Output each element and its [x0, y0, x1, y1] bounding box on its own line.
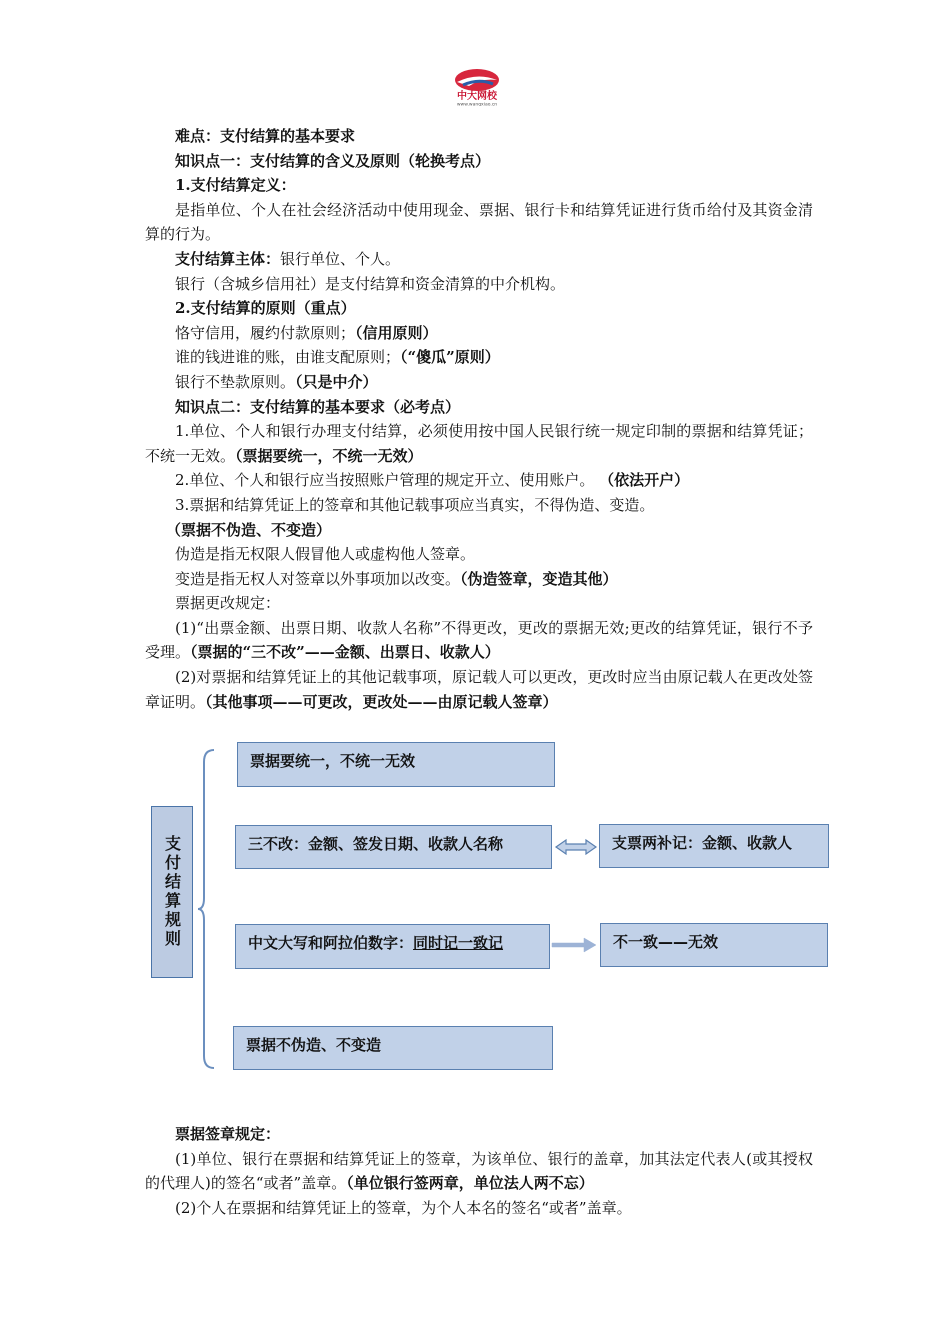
req-1-text: 1.单位、个人和银行办理支付结算，必须使用按中国人民银行统一规定印制的票据和结算凭证；不统一无效。: [145, 422, 813, 465]
req-2: [145, 468, 813, 493]
signature-rule-2: (2)个人在票据和结算凭证上的签章，为个人本名的签名“或者”盖章。: [175, 1198, 632, 1217]
principle-1: [145, 321, 813, 346]
diagram-root-label: 支付结算规则: [162, 835, 182, 949]
req-2-text: 2.单位、个人和银行应当按照账户管理的规定开立、使用账户。: [175, 471, 600, 490]
title-difficulty: 难点：支付结算的基本要求: [175, 127, 356, 145]
principle-2-text: 谁的钱进谁的账，由谁支配原则；: [175, 348, 401, 367]
right-arrow-icon: [552, 938, 596, 952]
double-arrow-icon: [556, 840, 596, 854]
alteration-text: 变造是指无权人对签章以外事项加以改变。: [175, 569, 461, 588]
label-subject: 支付结算主体：: [175, 249, 281, 268]
principle-2-note: （“傻瓜”原则）: [400, 348, 500, 367]
logo-url: www.wangxiao.cn: [456, 102, 498, 106]
req-3: 3.票据和结算凭证上的签章和其他记载事项应当真实，不得伪造、变造。: [175, 495, 655, 514]
para-bank: 银行（含城乡信用社）是支付结算和资金清算的中介机构。: [175, 274, 566, 293]
box-check-supplement-text: 支票两补记：金额、收款人: [612, 834, 793, 852]
alteration-note: （伪造签章，变造其他）: [460, 569, 618, 588]
diagram-box-mismatch-invalid: [600, 923, 828, 967]
principle-3-note: （只是中介）: [295, 372, 378, 391]
box-mismatch-text: 不一致——无效: [613, 933, 719, 951]
heading-kp2: 知识点二：支付结算的基本要求（必考点）: [175, 397, 461, 416]
diagram-box-no-forgery: [233, 1026, 553, 1070]
change-rule-2: [145, 665, 813, 714]
change-rule-1: [145, 616, 813, 665]
diagram-root-box: [151, 806, 193, 978]
principle-2: [145, 345, 813, 370]
para-forgery: 伪造是指无权限人假冒他人或虚构他人签章。: [175, 545, 476, 564]
diagram-box-check-supplement: [599, 824, 829, 868]
signature-rules: [145, 1122, 813, 1220]
principle-3: [145, 370, 813, 395]
brace-icon: [196, 748, 216, 1070]
change-rule-2-note: （其他事项——可更改，更改处——由原记载人签章）: [205, 692, 558, 711]
principle-1-text: 恪守信用，履约付款原则；: [175, 323, 356, 342]
req-1-note: （票据要统一，不统一无效）: [235, 446, 423, 465]
diagram-box-unified: [237, 742, 555, 787]
box-three-no-change-text: 三不改：金额、签发日期、收款人名称: [248, 835, 504, 853]
principle-1-note: （信用原则）: [355, 323, 438, 342]
diagram-box-three-no-change: [235, 825, 552, 869]
req-2-note: （依法开户）: [599, 471, 690, 490]
para-subject: [145, 247, 813, 272]
principle-3-text: 银行不垫款原则。: [175, 372, 296, 391]
diagram-box-amount-match: [235, 924, 550, 969]
heading-kp1: 知识点一：支付结算的含义及原则（轮换考点）: [175, 151, 491, 170]
req-1: [145, 419, 813, 468]
box-no-forgery-text: 票据不伪造、不变造: [246, 1036, 382, 1054]
change-rule-2-text: (2)对票据和结算凭证上的其他记载事项，原记载人可以更改，更改时应当由原记载人在更改处签章证明。: [145, 668, 813, 711]
logo: [445, 66, 509, 106]
req-3-note: （票据不伪造、不变造）: [166, 520, 332, 539]
text-subject: 银行单位、个人。: [280, 249, 401, 268]
para-definition: 是指单位、个人在社会经济活动中使用现金、票据、银行卡和结算凭证进行货币给付及其资金清算的行为。: [145, 200, 813, 244]
heading-change-rules: 票据更改规定：: [175, 594, 281, 613]
main-text: [145, 124, 813, 714]
heading-definition: 1.支付结算定义：: [175, 176, 296, 195]
signature-rule-1-note: （单位银行签两章，单位法人两不忘）: [346, 1174, 594, 1193]
signature-rule-1: [145, 1147, 813, 1196]
heading-signature: 票据签章规定：: [175, 1125, 281, 1143]
para-alteration: [145, 567, 813, 592]
logo-text: 中大网校: [457, 91, 497, 102]
box-amount-prefix: 中文大写和阿拉伯数字：: [248, 934, 414, 952]
logo-icon: [445, 66, 509, 106]
box-amount-underlined: 同时记一致记: [413, 934, 504, 952]
heading-principles: 2.支付结算的原则（重点）: [175, 299, 356, 318]
change-rule-1-note: （票据的“三不改”——金额、出票日、收款人）: [190, 643, 500, 662]
change-rule-1-text: (1)“出票金额、出票日期、收款人名称”不得更改，更改的票据无效;更改的结算凭证，银行不予受理。: [145, 618, 813, 662]
signature-rule-1-text: (1)单位、银行在票据和结算凭证上的签章，为该单位、银行的盖章，加其法定代表人(或其授权的代理人)的签名“或者”盖章。: [145, 1149, 813, 1193]
box-unified-text: 票据要统一，不统一无效: [250, 752, 416, 770]
